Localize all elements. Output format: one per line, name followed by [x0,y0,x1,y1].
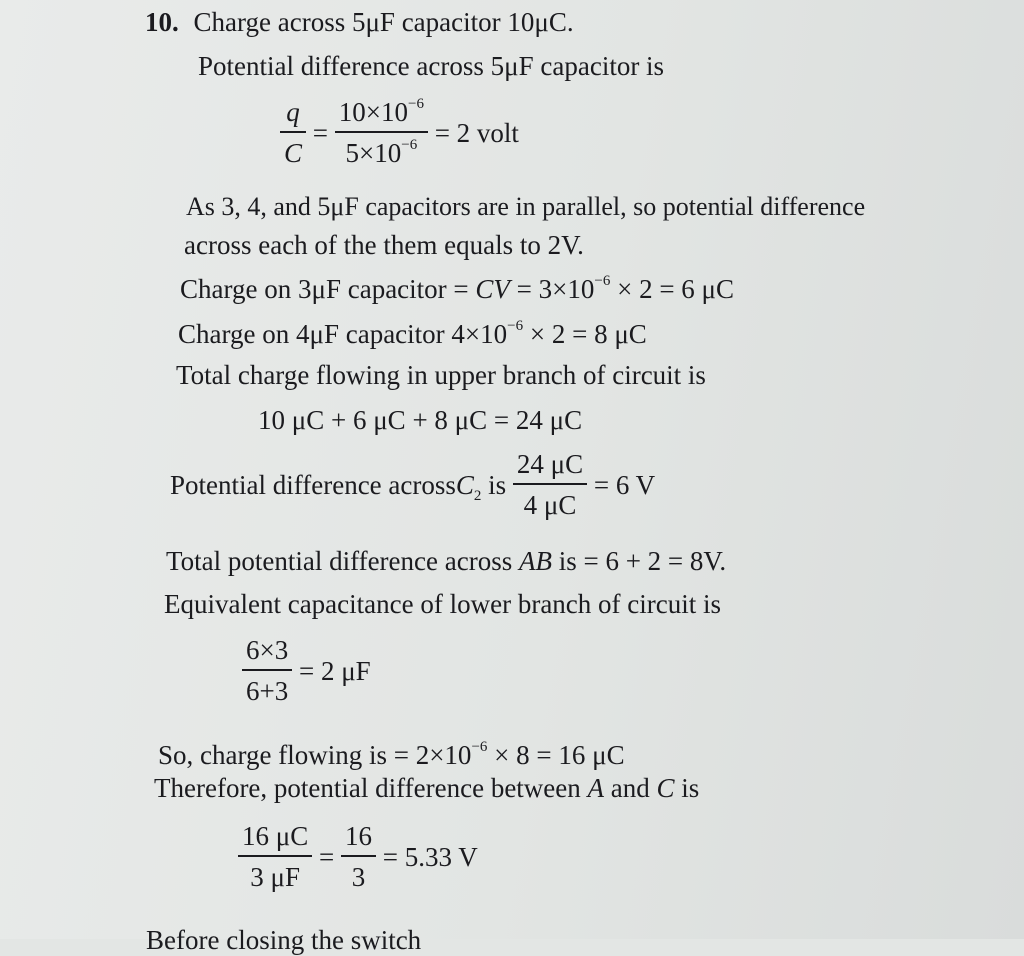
line-pd-c2: Potential difference acrossC$_2$ is $\frac{24 \mu C}{4 \mu C}$ = 6 V [170,449,656,520]
line-charge-5uf: Charge across 5μF capacitor 10μC. [193,7,574,37]
fraction-q-over-c: $\frac{q}{C}$ [280,96,306,169]
solution-heading [145,6,574,38]
line-charge-4uf: Charge on 4μF capacitor $4\times 10^{-6} \times 2 = 8$ μC [178,318,647,349]
problem-number: 10. [145,7,179,37]
cutoff-line: Before closing the switch [146,925,422,955]
line-pd-5uf: Potential difference across 5μF capacitor is [198,51,665,81]
equation-pd-5uf: $\frac{q}{C}$ = $\frac{10\times 10^{-6}}{5\times 10^{-6}}$ = 2 volt [280,96,519,169]
equation-equiv-capacitance [242,634,371,707]
fraction-charge-over-capacitance: $\frac{10\times 10^{-6}}{5\times 10^{-6}}$ [335,96,428,169]
result-6v: = 6 V [593,469,656,500]
fraction-16-over-3: $\frac{16}{3}$ [341,820,376,893]
result-2uf: = 2 μF [298,655,371,686]
line-charge-3uf: Charge on 3μF capacitor = CV = $3\times 10^{-6} \times 2 = 6$ μC [180,273,735,304]
fraction-24uc-over-4uc: $\frac{24 \mu C}{4 \mu C}$ [513,448,587,521]
equation-pd-a-c: $\frac{16 \mu C}{3 \mu F}$ = $\frac{16}{3}$ = 5.33 V [238,820,478,893]
line-sum-24uc: 10 μC + 6 μC + 8 μC = 24 μC [258,405,583,435]
line-each-2v: across each of the them equals to 2V. [184,230,584,260]
fraction-6x3-over-6p3: $\frac{6\times 3}{6+3}$ [242,634,292,707]
line-total-charge: Total charge flowing in upper branch of circuit is [176,360,706,390]
result-2-volt: = 2 volt [434,117,519,148]
line-pd-a-c: Therefore, potential difference between A and C is [154,773,700,803]
line-charge-flowing: So, charge flowing is = $2\times 10^{-6} \times 8 = 16$ μC [158,739,625,770]
line-total-pd-ab: Total potential difference across AB is = 6 + 2 = 8V. [166,546,727,576]
line-equiv-capacitance: Equivalent capacitance of lower branch of circuit is [164,589,721,619]
fraction-16uc-over-3uf: $\frac{16 \mu C}{3 \mu F}$ [238,820,312,893]
line-parallel: As 3, 4, and 5μF capacitors are in parallel, so potential difference [186,192,866,221]
result-5-33v: = 5.33 V [382,841,478,872]
